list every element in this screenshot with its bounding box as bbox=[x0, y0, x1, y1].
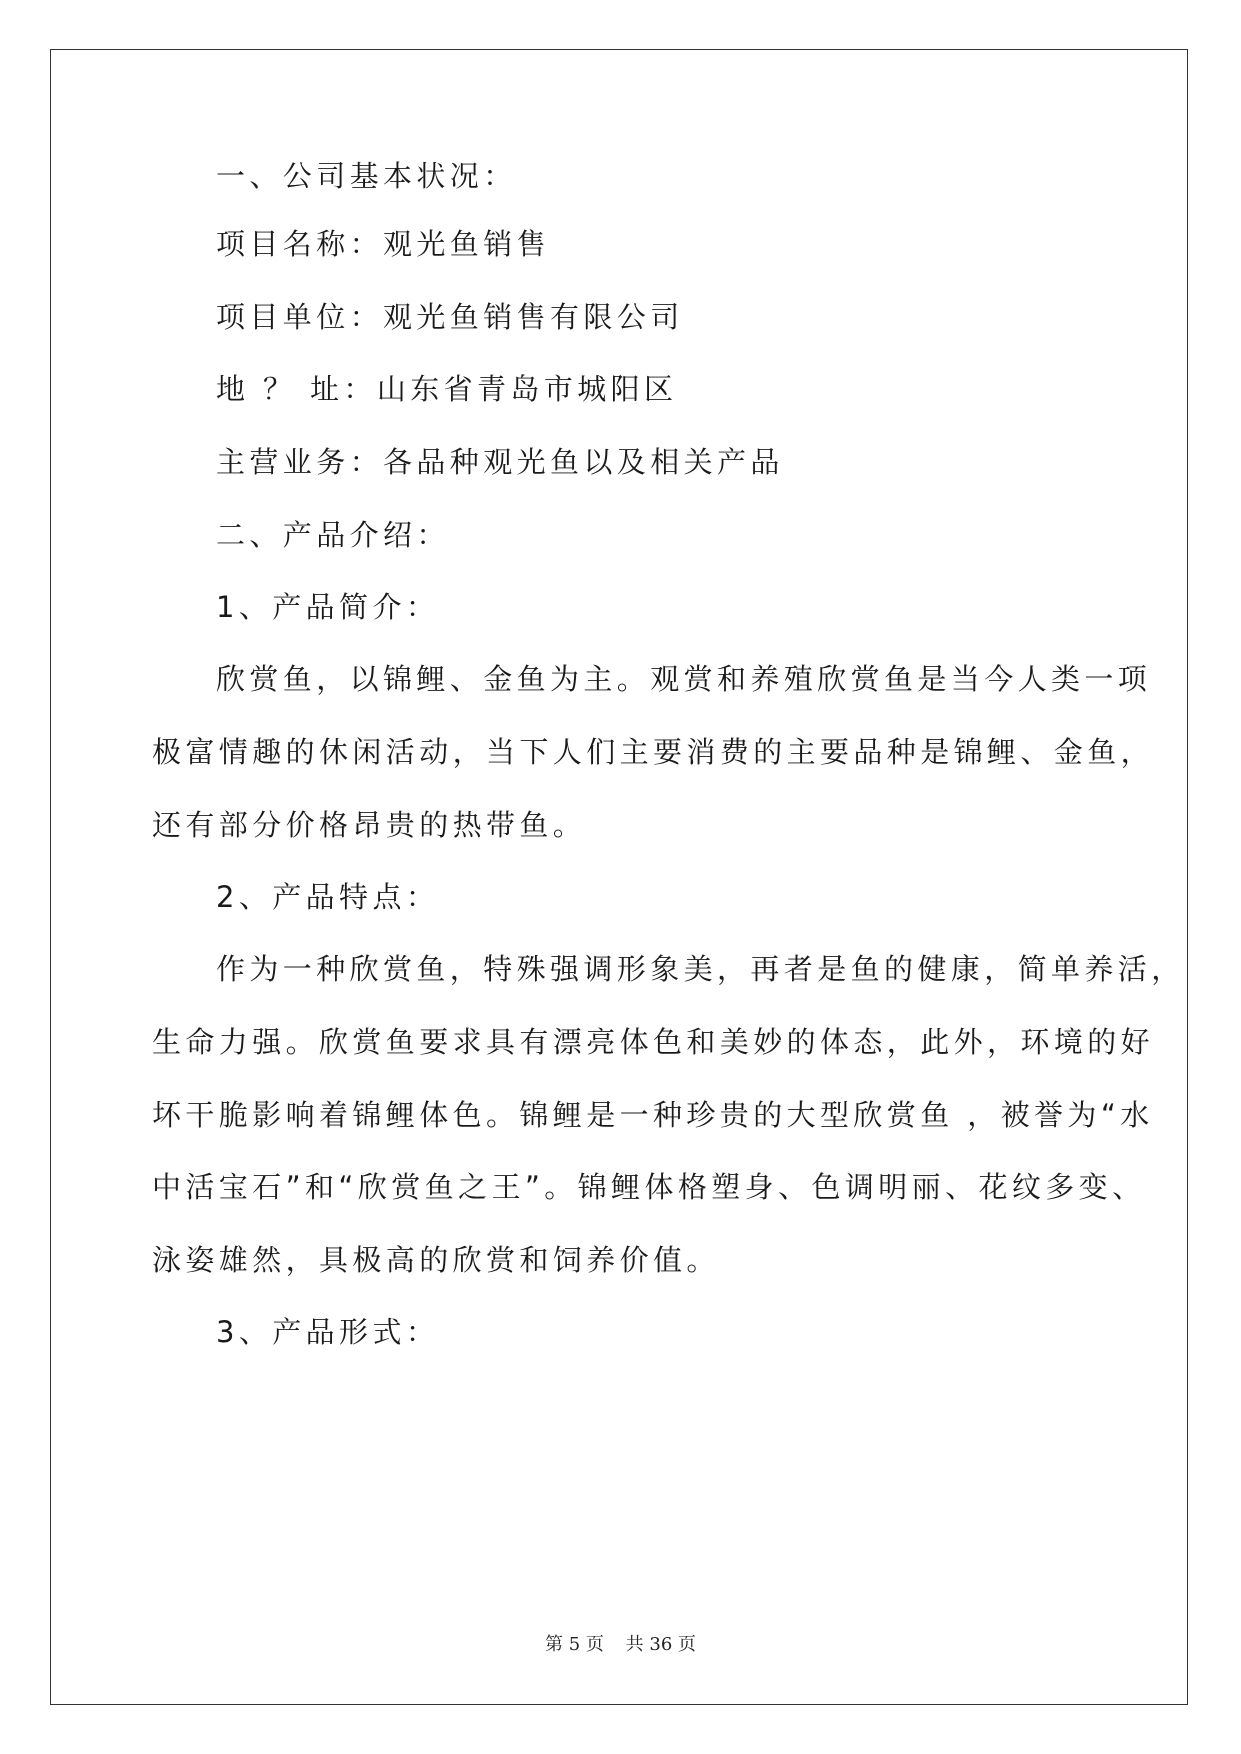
page-number-current: 第 5 页 bbox=[545, 1634, 604, 1655]
features-line: 生命力强。欣赏鱼要求具有漂亮体色和美妙的体态，此外，环境的好 bbox=[152, 1025, 1155, 1059]
features-line: 坏干脆影响着锦鲤体色。锦鲤是一种珍贵的大型欣赏鱼 ，被誉为“水 bbox=[152, 1098, 1154, 1132]
section2-heading: 二、产品介绍： bbox=[216, 518, 450, 552]
project-name: 项目名称：观光鱼销售 bbox=[216, 227, 551, 261]
main-business: 主营业务：各品种观光鱼以及相关产品 bbox=[216, 445, 784, 479]
sub1-heading: 1、产品简介： bbox=[216, 590, 440, 624]
intro-line: 还有部分价格昂贵的热带鱼。 bbox=[152, 808, 587, 842]
sub2-heading: 2、产品特点： bbox=[216, 880, 440, 914]
address: 地 ？ 址：山东省青岛市城阳区 bbox=[216, 372, 678, 406]
project-unit: 项目单位：观光鱼销售有限公司 bbox=[216, 300, 684, 334]
features-line: 泳姿雄然，具极高的欣赏和饲养价值。 bbox=[152, 1243, 720, 1277]
section1-heading: 一、公司基本状况： bbox=[216, 159, 517, 193]
page-number-total: 共 36 页 bbox=[625, 1634, 696, 1655]
intro-line: 欣赏鱼，以锦鲤、金鱼为主。观赏和养殖欣赏鱼是当今人类一项 bbox=[216, 662, 1152, 696]
intro-line: 极富情趣的休闲活动，当下人们主要消费的主要品种是锦鲤、金鱼， bbox=[152, 735, 1155, 769]
features-line: 作为一种欣赏鱼，特殊强调形象美，再者是鱼的健康，简单养活， bbox=[216, 952, 1185, 986]
page-footer bbox=[0, 1630, 1241, 1656]
features-line: 中活宝石”和“欣赏鱼之王”。锦鲤体格塑身、色调明丽、花纹多变、 bbox=[152, 1170, 1146, 1204]
sub3-heading: 3、产品形式： bbox=[216, 1315, 440, 1349]
